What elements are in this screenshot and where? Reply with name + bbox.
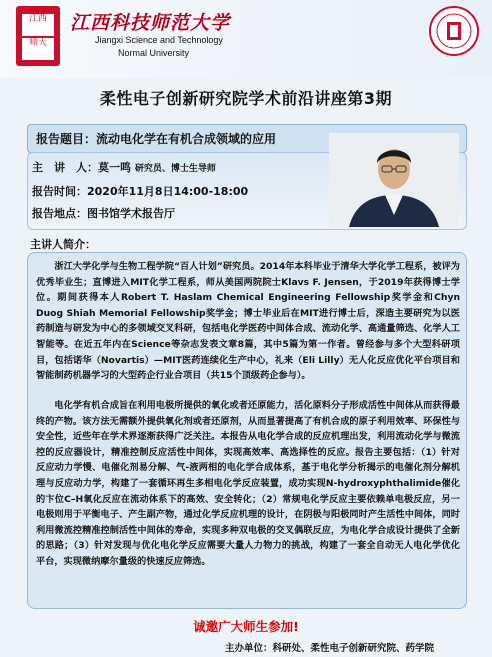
organizer-text: 主办单位：科研处、柔性电子创新研究院、药学院	[225, 643, 435, 654]
logo-text-bottom: 师大	[22, 38, 54, 60]
intro-label: 主讲人简介：	[30, 238, 96, 251]
university-logo	[16, 6, 60, 66]
school-name-cn: 江西科技师范大学	[70, 12, 231, 34]
bio-box	[27, 252, 467, 609]
place-row	[32, 205, 175, 221]
place-value: 图书馆学术报告厅	[87, 207, 175, 220]
bio-paragraph-2: 电化学有机合成旨在利用电极所提供的氧化或者还原能力，活化原料分子形成活性中间体从而获得最终的产物。该方法无需额外提供氧化剂或者还原剂，从而显著提高了有机合成的原子利用效率、环保性与安全性，近些年在学术界逐渐获得广泛关注。本报告从电化学合成的反应机理出发，利用流动化学与微流控的反应器设计，精准控制反应活性中间体，实现高效率、高选择性的反应。报告主要包括：（1）针对反应动力学慢、电催化剂易分解、气-液两相的电化学合成体系，基于电化学分析揭示的电催化剂分解机理与反应动力学，构建了一套循环再生多相电化学反应装置，成功实现N-hydroxyphthalimide催化的卞位C–H氧化反应在流动体系下的高效、安全转化；（2）常规电化学反应主要依赖单电极反应，另一电极则用于平衡电子、产生副产物，通过化学反应机理的设计，在阴极与阳极同时产生活性中间体，同时利用微流控精准控制活性中间体的寿命，实现多种双电极的交叉偶联反应，为电化学合成设计提供了全新的思路；（3）针对发现与优化电化学反应需要大量人力物力的挑战，构建了一套全自动无人电化学优化平台，实现微纳摩尔量级的快速反应筛选。	[36, 400, 460, 567]
time-row	[32, 183, 248, 199]
header-banner	[0, 0, 492, 78]
speaker-photo	[329, 133, 459, 227]
school-name-en-line2: Normal University	[118, 48, 190, 58]
speaker-name: 莫一鸣	[98, 161, 131, 174]
university-seal-icon	[428, 5, 480, 57]
speaker-title: 研究员、博士生导师	[134, 164, 216, 174]
time-label: 报告时间：	[32, 185, 87, 198]
speaker-label: 主 讲 人：	[32, 161, 98, 174]
bio-paragraph-1: 浙江大学化学与生物工程学院“百人计划”研究员。2014年本科毕业于清华大学化学工程系，被评为优秀毕业生；直博进入MIT化学工程系，师从美国两院院士Klavs F. Jensen，于2019年获得博士学位。期间获得本人Robert T. Haslam Chemical Engineering Fellowship奖学金和Chyn Duog Shiah Memorial Fellowship奖学金；博士毕业后在MIT进行博士后，深造主要研究为以医药制造与研发为中心的多领域交叉科研，包括电化学医药中间体合成、流动化学、高通量筛选、化学人工智能等。在近五年内在Science等杂志发表文章8篇，其中5篇为第一作者。曾经参与多个大型科研项目，包括诺华（Novartis）—MIT医药连续化生产中心，礼来（Eli Lilly）无人化反应优化平台项目和智能制药机器学习的大型药企行业合项目（共15个顶级药企参与）。	[36, 261, 460, 382]
logo-text-top: 江西	[22, 14, 54, 36]
speaker-row	[32, 159, 216, 175]
page-title: 柔性电子创新研究院学术前沿讲座第3期	[99, 89, 393, 108]
time-value: 2020年11月8日14:00-18:00	[87, 185, 249, 198]
school-name-en-line1: Jiangxi Science and Technology	[95, 35, 223, 45]
place-label: 报告地点：	[32, 207, 87, 220]
report-topic: 报告题目：流动电化学在有机合成领域的应用	[36, 132, 277, 146]
invitation-text: 诚邀广大师生参加!	[193, 619, 299, 634]
